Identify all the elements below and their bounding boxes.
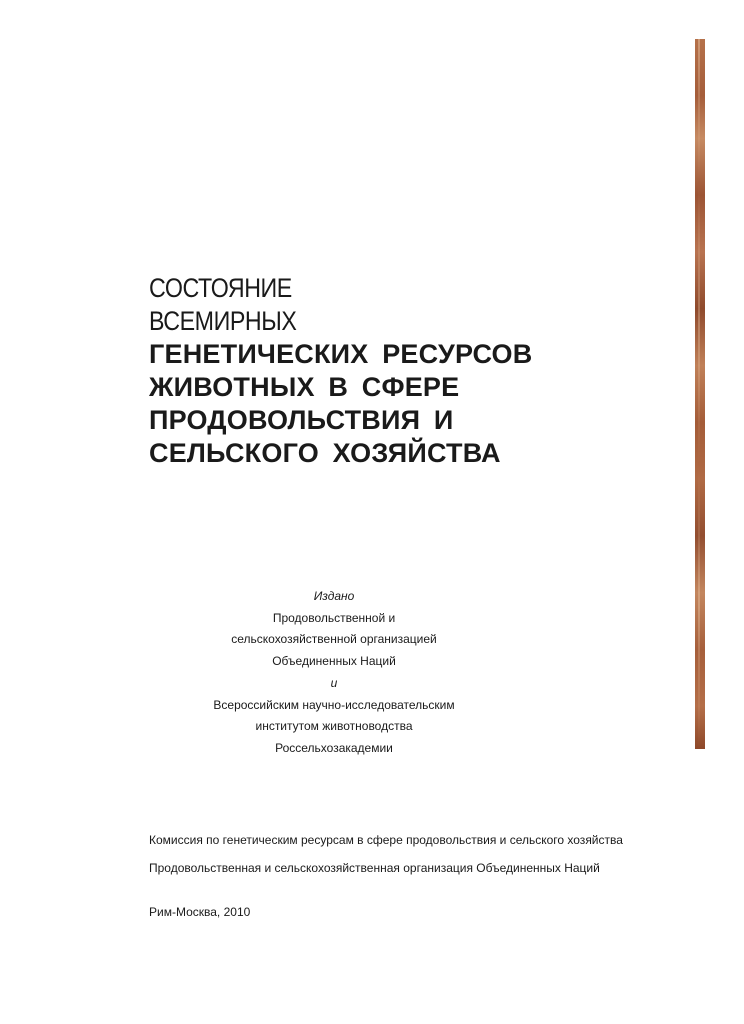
commission-name: Комиссия по генетическим ресурсам в сфере продовольствия и сельского хозяйства xyxy=(149,833,623,847)
place-and-year: Рим-Москва, 2010 xyxy=(149,905,251,919)
published-label: Издано xyxy=(313,589,355,603)
organization-name: Продовольственная и сельскохозяйственная организация Объединенных Наций xyxy=(149,861,600,875)
publisher-line: институтом животноводства xyxy=(255,719,413,734)
document-title xyxy=(149,272,532,470)
title-line: СОСТОЯНИЕ xyxy=(149,273,292,303)
decorative-side-strip xyxy=(695,39,705,749)
publisher-line: Всероссийским научно-исследовательским xyxy=(213,697,455,712)
title-line-bold: СЕЛЬСКОГО ХОЗЯЙСТВА xyxy=(149,438,501,468)
title-line: ВСЕМИРНЫХ xyxy=(149,306,297,336)
publisher-block xyxy=(142,586,526,760)
publisher-line: Продовольственной и xyxy=(272,610,396,625)
title-line-bold: ПРОДОВОЛЬСТВИЯ И xyxy=(149,405,454,435)
title-line-bold: ГЕНЕТИЧЕСКИХ РЕСУРСОВ xyxy=(149,339,533,369)
title-line-bold: ЖИВОТНЫХ В СФЕРЕ xyxy=(149,372,460,402)
publisher-line: Россельхозакадемии xyxy=(275,740,393,755)
publisher-line: сельскохозяйственной организацией xyxy=(231,632,437,647)
publisher-line: Объединенных Наций xyxy=(272,654,396,669)
publisher-conjunction: и xyxy=(330,675,338,690)
